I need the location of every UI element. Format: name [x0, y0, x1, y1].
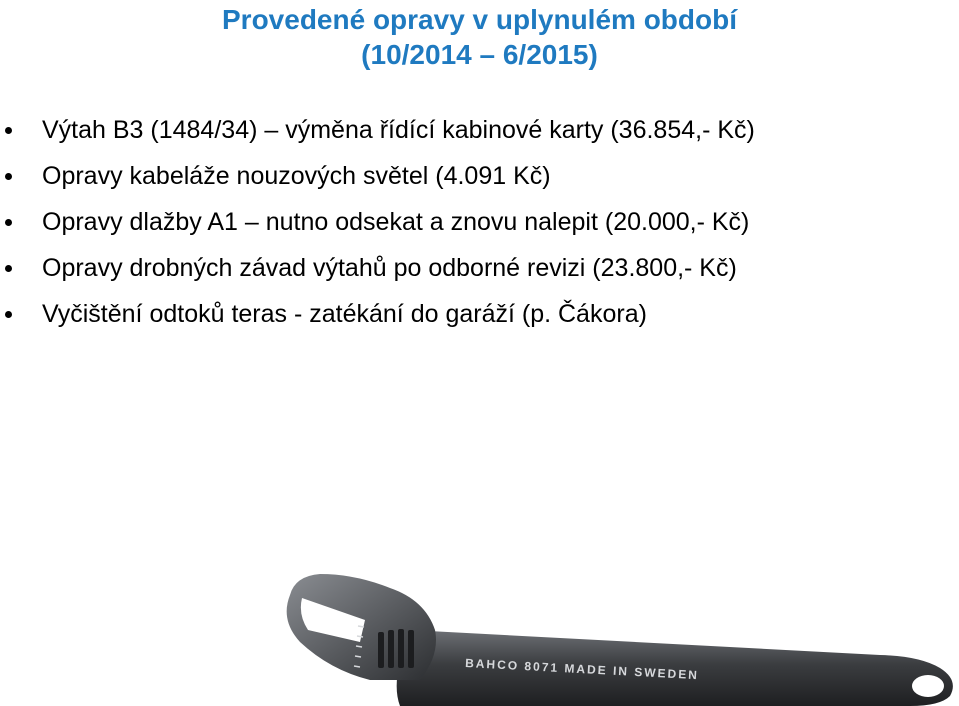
list-item-text: Opravy dlažby A1 – nutno odsekat a znovu nalepit (20.000,- Kč) [42, 208, 750, 236]
slide-title-line-1: Provedené opravy v uplynulém období [222, 4, 737, 35]
bullet-icon [5, 311, 12, 318]
slide-title-line-2: (10/2014 – 6/2015) [361, 39, 598, 70]
slide-title [0, 0, 959, 72]
bullet-icon [5, 265, 12, 272]
adjustable-wrench-image [260, 560, 959, 706]
list-item-text: Opravy kabeláže nouzových světel (4.091 Kč) [42, 162, 551, 190]
wrench-engraving: BAHCO 8071 MADE IN SWEDEN [464, 656, 700, 683]
bullet-icon [5, 127, 12, 134]
list-item-text: Vyčištění odtoků teras - zatékání do garáží (p. Čákora) [42, 300, 647, 328]
list-item-text: Výtah B3 (1484/34) – výměna řídící kabinové karty (36.854,- Kč) [42, 116, 755, 144]
wrench-hole [912, 675, 944, 697]
bullet-icon [5, 219, 12, 226]
bullet-icon [5, 173, 12, 180]
list-item-text: Opravy drobných závad výtahů po odborné revizi (23.800,- Kč) [42, 254, 737, 282]
